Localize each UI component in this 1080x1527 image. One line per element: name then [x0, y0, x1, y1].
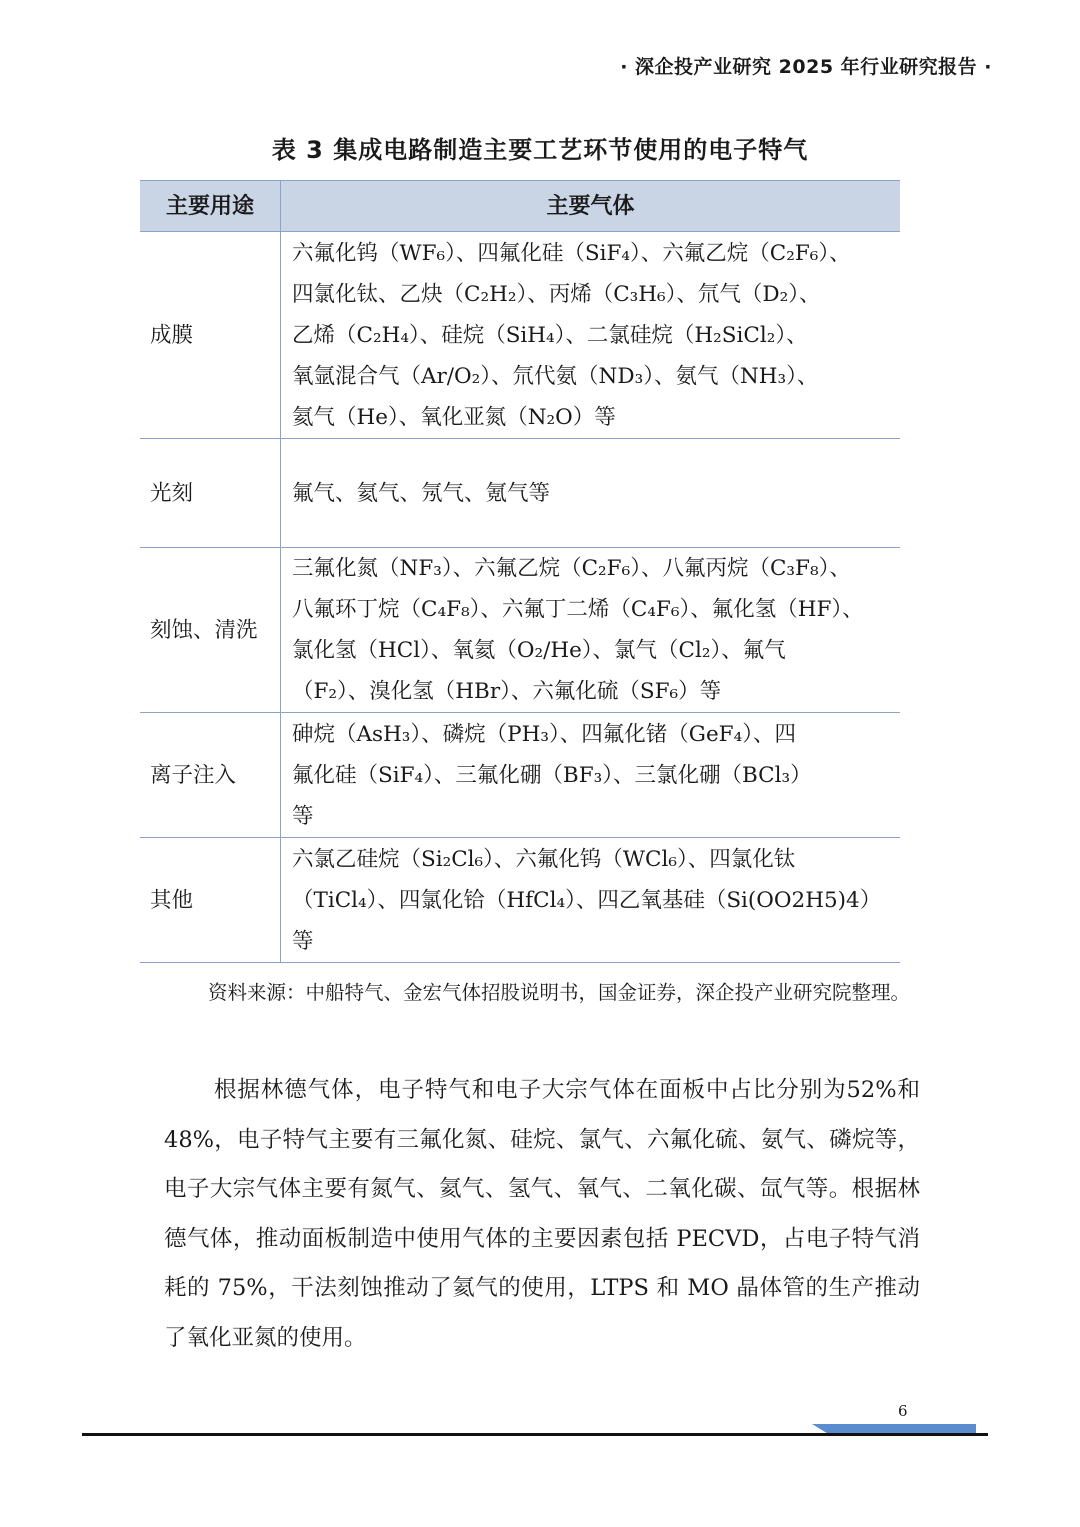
gases-cell: 六氯乙硅烷（Si₂Cl₆）、六氟化钨（WCl₆）、四氯化钛 （TiCl₄）、四氯化铪（HfCl₄）、四乙氧基硅（Si(OO2H5)4） 等: [281, 838, 901, 963]
table-row: [140, 548, 900, 713]
table-row: [140, 439, 900, 548]
body-paragraph: 根据林德气体，电子特气和电子大宗气体在面板中占比分别为52%和 48%，电子特气主要有三氟化氮、硅烷、氯气、六氟化硫、氨气、磷烷等，电子大宗气体主要有氮气、氦气、氢气、氧气、二氧化碳、氙气等。根据林德气体，推动面板制造中使用气体的主要因素包括 PECVD，占电子特气消耗的 75%，干法刻蚀推动了氦气的使用，LTPS 和 MO 晶体管的生产推动了氧化亚氮的使用。: [164, 1077, 920, 1351]
page-number: 6: [898, 1402, 908, 1420]
use-cell: 刻蚀、清洗: [140, 548, 281, 713]
use-cell: 光刻: [140, 439, 281, 548]
gases-cell: 氟气、氦气、氖气、氪气等: [281, 439, 901, 548]
table-title: 表 3 集成电路制造主要工艺环节使用的电子特气: [271, 136, 809, 164]
column-header-gases: 主要气体: [281, 181, 901, 232]
gases-cell: 六氟化钨（WF₆）、四氟化硅（SiF₄）、六氟乙烷（C₂F₆）、 四氯化钛、乙炔（C₂H₂）、丙烯（C₃H₆）、氘气（D₂）、 乙烯（C₂H₄）、硅烷（SiH₄）、二氯硅烷（H₂SiCl₂）、 氧氩混合气（Ar/O₂）、氘代氨（ND₃）、氨气（NH₃）、 氦气（He）、氧化亚氮（N₂O）等: [281, 232, 901, 439]
use-cell: 成膜: [140, 232, 281, 439]
table-header-row: [140, 181, 900, 232]
running-header: · 深企投产业研究 2025 年行业研究报告 ·: [620, 56, 992, 78]
table-row: [140, 713, 900, 838]
use-cell: 离子注入: [140, 713, 281, 838]
gases-cell: 三氟化氮（NF₃）、六氟乙烷（C₂F₆）、八氟丙烷（C₃F₈）、 八氟环丁烷（C₄F₈）、六氟丁二烯（C₄F₆）、氟化氢（HF）、 氯化氢（HCl）、氧氦（O₂/He）、氯气（Cl₂）、氟气 （F₂）、溴化氢（HBr）、六氟化硫（SF₆）等: [281, 548, 901, 713]
use-cell: 其他: [140, 838, 281, 963]
column-header-use: 主要用途: [140, 181, 281, 232]
table-row: [140, 232, 900, 439]
table-row: [140, 838, 900, 963]
footer-rule: [82, 1433, 988, 1436]
gases-cell: 砷烷（AsH₃）、磷烷（PH₃）、四氟化锗（GeF₄）、四 氟化硅（SiF₄）、三氟化硼（BF₃）、三氯化硼（BCl₃） 等: [281, 713, 901, 838]
source-note: 资料来源：中船特气、金宏气体招股说明书，国金证券，深企投产业研究院整理。: [208, 981, 911, 1004]
gas-table: [140, 180, 900, 963]
